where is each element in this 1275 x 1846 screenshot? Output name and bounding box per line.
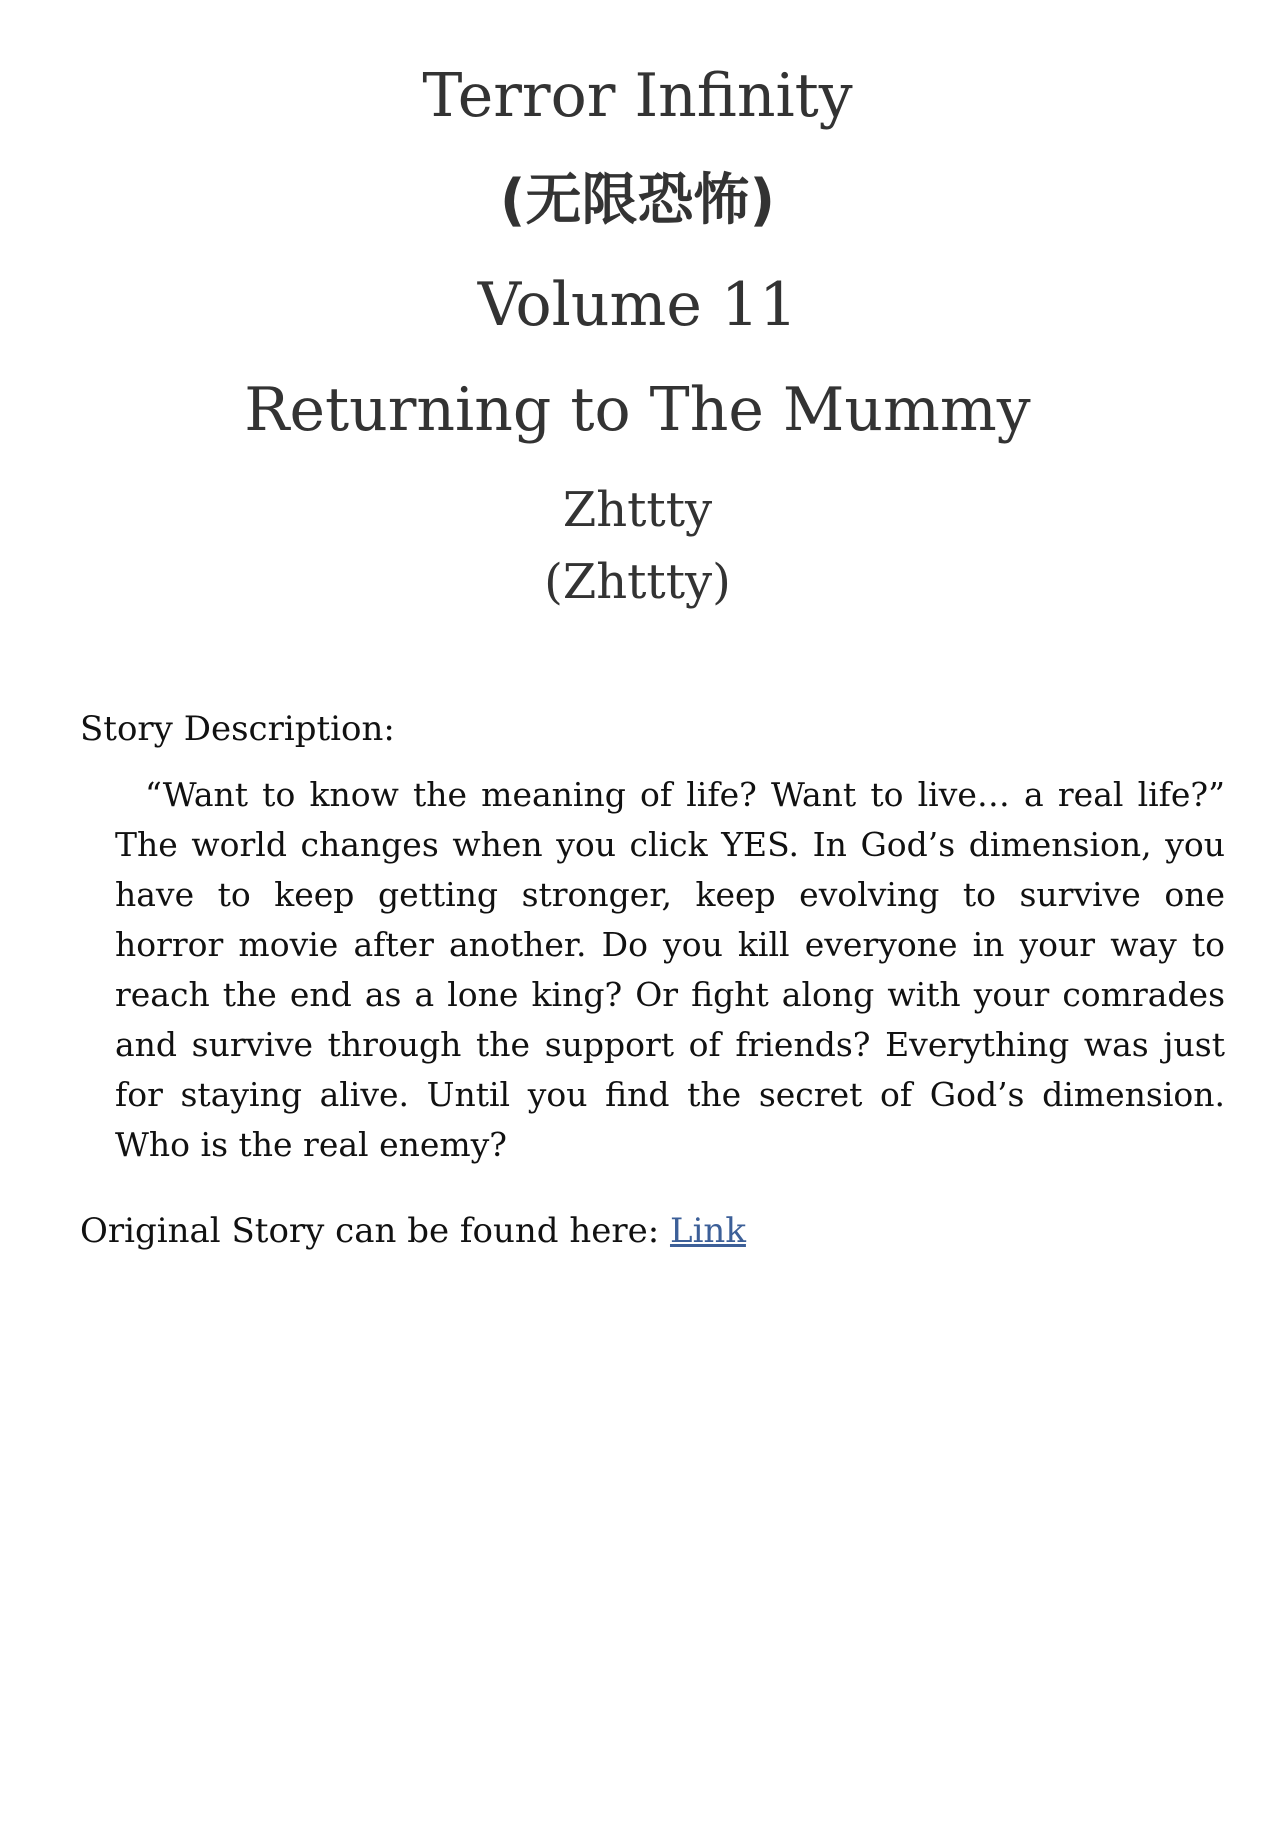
book-title: Terror Infinity <box>422 61 853 131</box>
original-story-line <box>80 1208 746 1254</box>
author-name-original: (Zhttty) <box>544 554 731 610</box>
volume-subtitle: Returning to The Mummy <box>244 375 1031 445</box>
original-story-link[interactable]: Link <box>669 1211 746 1251</box>
book-title-chinese: (无限恐怖) <box>499 168 776 233</box>
author-name: Zhttty <box>562 482 713 538</box>
volume-number: Volume 11 <box>477 270 798 340</box>
story-description-text: “Want to know the meaning of life? Want to live… a real life?” The world changes when you click YES. In God’s dimension, you have to keep getting stronger, keep evolving to survive one horror movie after another. Do you kill everyone in your way to reach the end as a lone king? Or fight along with your comrades and survive through the support of friends? Everything was just for staying alive. Until you find the secret of God’s dimension. Who is the real enemy? <box>115 775 1225 1164</box>
story-description-label: Story Description: <box>80 709 395 749</box>
original-story-prefix: Original Story can be found here: <box>80 1211 670 1251</box>
